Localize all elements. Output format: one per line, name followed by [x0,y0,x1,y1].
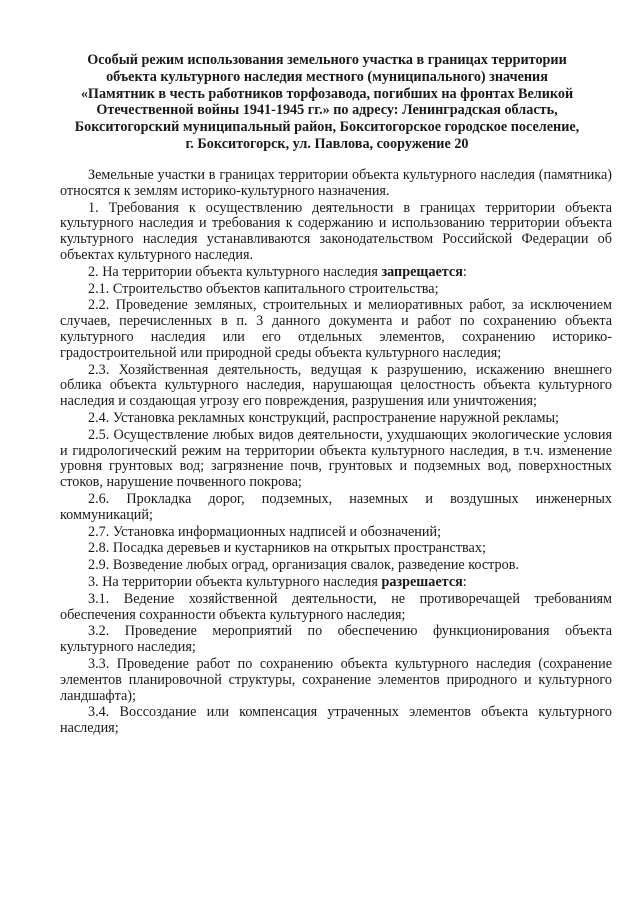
title-line: Отечественной войны 1941-1945 гг.» по адресу: Ленинградская область, [96,102,558,119]
title-line: объекта культурного наследия местного (муниципального) значения [106,68,548,85]
item-2-suffix: : [462,263,467,280]
intro-paragraph: Земельные участки в границах территории объекта культурного наследия (памятника) относятся к землям историко-культурного назначения. [60,167,612,199]
item-2-prefix: 2. На территории объекта культурного наследия [88,263,382,280]
item-2-1: 2.1. Строительство объектов капитального строительства; [88,280,439,297]
item-3-2: 3.2. Проведение мероприятий по обеспечению функционирования объекта культурного наследия; [60,623,612,656]
item-2-4: 2.4. Установка рекламных конструкций, распространение наружной рекламы; [88,409,559,426]
item-2-9: 2.9. Возведение любых оград, организация свалок, разведение костров. [88,557,519,574]
title-line: Бокситогорский муниципальный район, Бокситогорское городское поселение, [74,119,580,136]
item-3-suffix: : [462,573,467,590]
item-1: 1. Требования к осуществлению деятельности в границах территории объекта культурного наследия и требования к содержанию и использованию территории объекта культурного наследия устанавливаются законодательством Российской Федерации об объектах культурного наследия. [60,199,612,263]
item-2-8: 2.8. Посадка деревьев и кустарников на открытых пространствах; [88,540,486,557]
item-3-prefix: 3. На территории объекта культурного наследия [88,573,382,590]
item-2-heading [60,265,612,281]
item-2-7: 2.7. Установка информационных надписей и обозначений; [88,523,442,540]
item-2-6: 2.6. Прокладка дорог, подземных, наземных и воздушных инженерных коммуникаций; [60,490,612,523]
title-line: «Памятник в честь работников торфозавода, погибших на фронтах Великой [80,85,574,102]
item-2-5: 2.5. Осуществление любых видов деятельности, ухудшающих экологические условия и гидрологический режим на территории объекта культурного наследия, в т.ч. изменение уровня грунтовых вод; загрязнение почв, грунтовых и подземных вод, поверхностных стоков, нарушение почвенного покрова; [60,426,612,491]
document-body [60,168,612,737]
item-3-keyword: разрешается [381,573,463,590]
document-title [62,52,592,153]
item-3-3: 3.3. Проведение работ по сохранению объекта культурного наследия (сохранение элементов планировочной структуры, сохранение элементов природного и культурного ландшафта); [60,655,612,704]
item-2-2: 2.2. Проведение земляных, строительных и мелиоративных работ, за исключением случаев, перечисленных в п. 3 данного документа и работ по сохранению объекта культурного наследия или его отдельных элементов, сохранению историко-градостроительной или природной среды объекта культурного наследия; [60,297,612,361]
title-line: г. Бокситогорск, ул. Павлова, сооружение 20 [185,135,469,152]
item-3-heading [60,575,612,591]
item-2-keyword: запрещается [381,263,463,280]
item-3-4: 3.4. Воссоздание или компенсация утраченных элементов объекта культурного наследия; [60,704,612,737]
item-2-3: 2.3. Хозяйственная деятельность, ведущая к разрушению, искажению внешнего облика объекта культурного наследия, нарушающая целостность объекта культурного наследия и создающая угрозу его повреждения, разрушения или уничтожения; [60,361,612,410]
title-line: Особый режим использования земельного участка в границах территории [87,52,567,68]
item-3-1: 3.1. Ведение хозяйственной деятельности, не противоречащей требованиям обеспечения сохранности объекта культурного наследия; [60,590,612,623]
